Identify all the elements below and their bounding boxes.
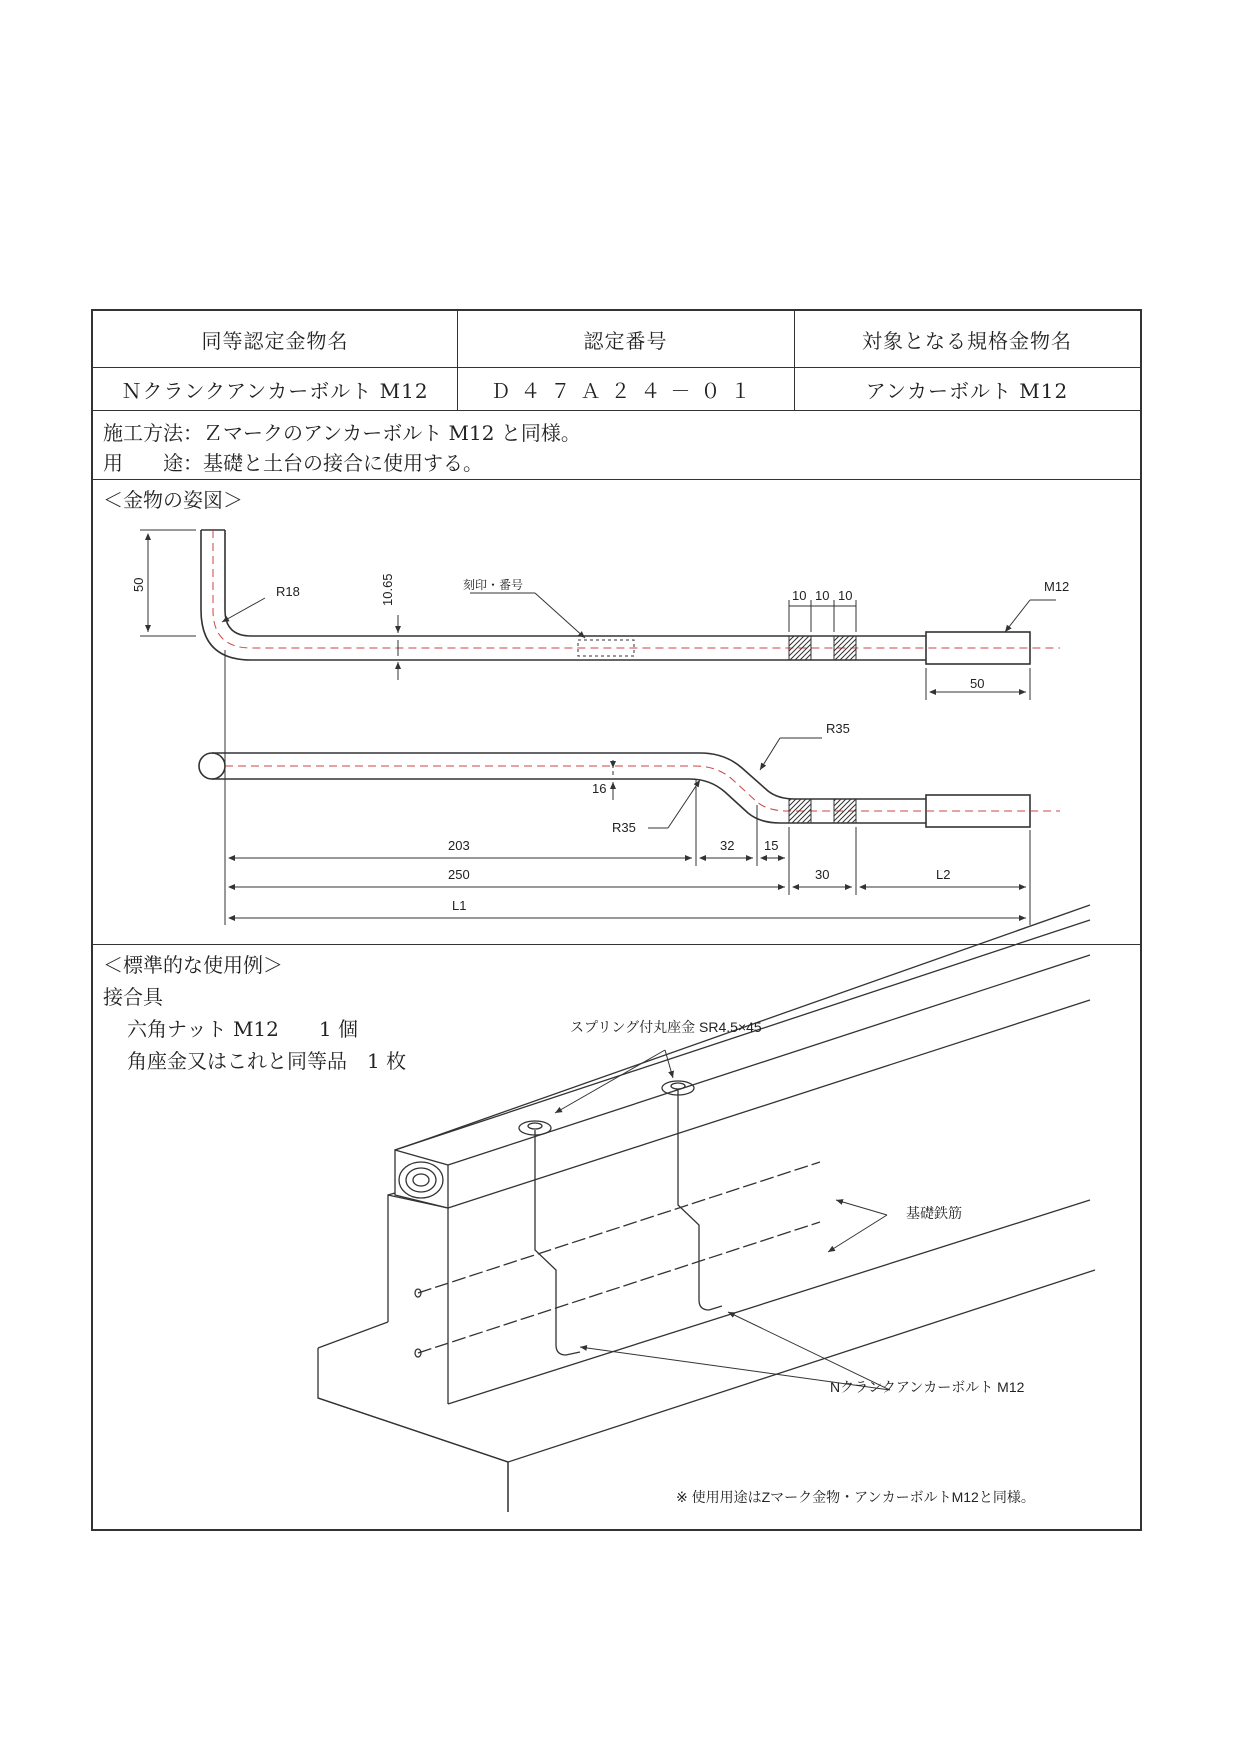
dim-10-65: 10.65 <box>380 573 395 606</box>
dim-10-c: 10 <box>838 588 853 603</box>
dim-l2: L2 <box>936 867 951 882</box>
bolt-label: Nクランクアンカーボルト M12 <box>830 1379 1025 1395</box>
dim-10-b: 10 <box>815 588 830 603</box>
rebar-label: 基礎鉄筋 <box>906 1205 962 1221</box>
dim-r35-top: R35 <box>826 721 850 736</box>
dim-l1: L1 <box>452 898 467 913</box>
connector-heading: 接合具 <box>103 985 163 1009</box>
dim-50-left: 50 <box>131 577 146 592</box>
dim-r18: R18 <box>276 584 300 599</box>
connector-item-nut: 六角ナット M12 1 個 <box>127 1017 358 1041</box>
header-col1: 同等認定金物名 <box>201 328 349 353</box>
dim-16: 16 <box>592 781 607 796</box>
header-col3: 対象となる規格金物名 <box>862 328 1072 353</box>
usage-title: ＜標準的な使用例＞ <box>103 953 283 977</box>
figure-title: ＜金物の姿図＞ <box>103 488 243 512</box>
value-product-name: Ｎクランクアンカーボルト M12 <box>121 378 429 403</box>
method-row <box>93 411 1140 480</box>
dim-50-right: 50 <box>970 676 985 691</box>
value-standard-name: アンカーボルト M12 <box>865 378 1069 403</box>
values-row <box>93 368 1140 411</box>
dim-250: 250 <box>448 867 470 882</box>
dim-10-a: 10 <box>792 588 807 603</box>
value-cert-number: Ｄ４７Ａ２４－０１ <box>490 378 761 403</box>
thread-m12-label: M12 <box>1044 579 1070 594</box>
header-row <box>93 311 1140 368</box>
dim-30: 30 <box>815 867 830 882</box>
stamp-label: 刻印・番号 <box>463 578 524 592</box>
divider-2 <box>794 311 795 411</box>
dim-r35-bottom: R35 <box>612 820 636 835</box>
document-frame <box>91 309 1142 1531</box>
usage-section <box>93 945 1140 1529</box>
dim-203: 203 <box>448 838 470 853</box>
method-line2: 用 途：基礎と土台の接合に使用する。 <box>103 451 483 475</box>
header-col2: 認定番号 <box>583 328 668 353</box>
dim-15: 15 <box>764 838 779 853</box>
dim-32: 32 <box>720 838 735 853</box>
divider-1 <box>457 311 458 411</box>
figure-section <box>93 480 1140 945</box>
washer-label: スプリング付丸座金 SR4.5×45 <box>570 1019 762 1035</box>
connector-item-washer: 角座金又はこれと同等品 1 枚 <box>127 1049 407 1073</box>
usage-note: ※ 使用用途はZマーク金物・アンカーボルトM12と同様。 <box>676 1489 1035 1505</box>
method-line1: 施工方法：Ｚマークのアンカーボルト M12 と同様。 <box>103 421 581 445</box>
